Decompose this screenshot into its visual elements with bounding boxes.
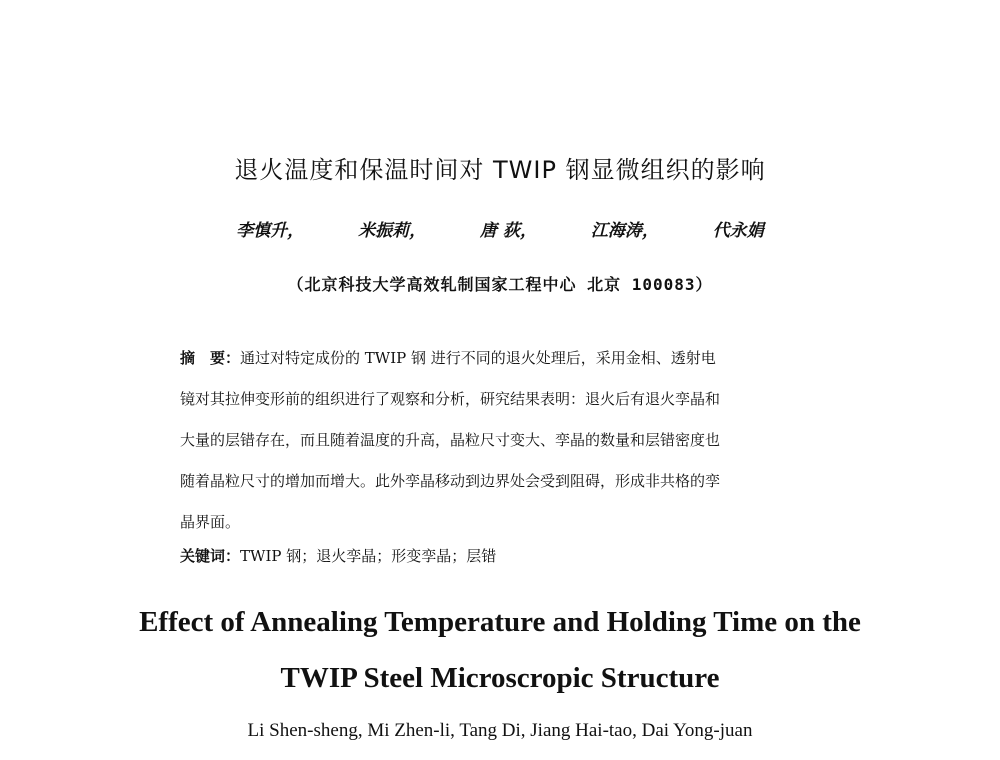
chinese-author-1: 李慎升， [236, 221, 305, 241]
abstract-label: 摘 要： [180, 349, 241, 367]
abstract-line-1-text: 通过对特定成份的 TWIP 钢 进行不同的退火处理后，采用金相、透射电 [240, 349, 716, 367]
keywords [180, 545, 820, 566]
english-title-line-2: TWIP Steel Microscropic Structure [280, 662, 720, 694]
abstract-line-5: 晶界面。 [180, 513, 241, 531]
chinese-author-5: 代永娟 [712, 221, 764, 241]
chinese-author-4: 江海涛， [590, 221, 659, 241]
keywords-label: 关键词： [180, 547, 241, 565]
abstract [180, 338, 820, 543]
chinese-author-3: 唐 荻， [480, 221, 537, 241]
english-authors: Li Shen-sheng, Mi Zhen-li, Tang Di, Jiang Hai-tao, Dai Yong-juan [247, 720, 753, 741]
chinese-author-2: 米振莉， [358, 221, 427, 241]
chinese-affiliation: （北京科技大学高效轧制国家工程中心 北京 100083） [287, 275, 713, 294]
abstract-line-4: 随着晶粒尺寸的增加而增大。此外孪晶移动到边界处会受到阻碍，形成非共格的孪 [180, 472, 721, 490]
english-title-line-1: Effect of Annealing Temperature and Holding Time on the [139, 606, 861, 638]
abstract-line-2: 镜对其拉伸变形前的组织进行了观察和分析，研究结果表明：退火后有退火孪晶和 [180, 390, 721, 408]
abstract-line-1 [180, 338, 820, 379]
chinese-authors [0, 216, 1000, 241]
chinese-title: 退火温度和保温时间对 TWIP 钢显微组织的影响 [234, 156, 766, 184]
abstract-line-3: 大量的层错存在，而且随着温度的升高，晶粒尺寸变大、孪晶的数量和层错密度也 [180, 431, 721, 449]
keywords-text: TWIP 钢；退火孪晶；形变孪晶；层错 [240, 547, 497, 565]
